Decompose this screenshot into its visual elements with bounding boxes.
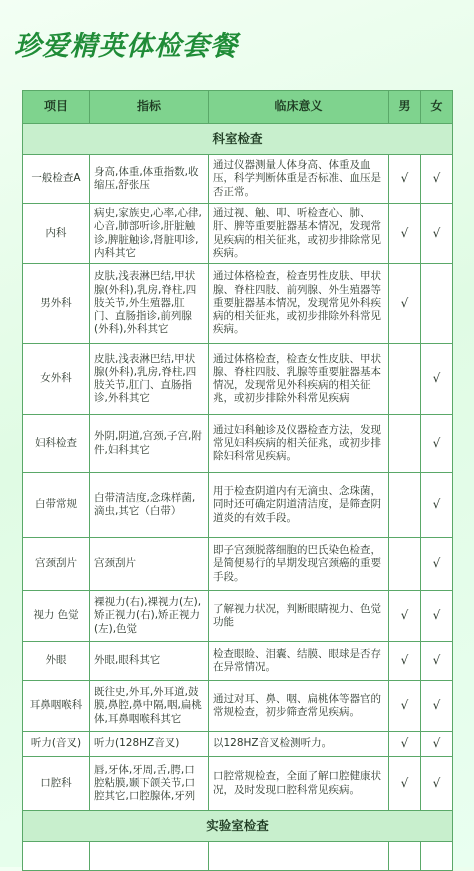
row-female-mark: √ <box>421 642 453 681</box>
table-row <box>23 642 453 681</box>
row-meaning: 即子宫颈脱落细胞的巴氏染色检查，是简便易行的早期发现宫颈癌的重要手段。 <box>209 538 389 591</box>
row-indicator: 既往史,外耳,外耳道,鼓膜,鼻腔,鼻中隔,咽,扁桃体,耳鼻咽喉科其它 <box>90 681 209 732</box>
table-row <box>23 204 453 264</box>
row-item-name: 妇科检查 <box>23 415 90 473</box>
row-meaning: 通过体格检查，检查女性皮肤、甲状腺、脊柱四肢、乳腺等重要脏器基本情况，发现常见外科疾病的相关征兆，或初步排除外科常见疾病 <box>209 344 389 415</box>
row-female-mark: √ <box>421 473 453 538</box>
row-meaning: 通过体格检查，检查男性皮肤、甲状腺、脊柱四肢、前列腺、外生殖器等重要脏器基本情况，发现常见外科疾病的相关征兆，或初步排除外科常见疾病。 <box>209 264 389 344</box>
row-female-mark: √ <box>421 538 453 591</box>
row-item-name: 耳鼻咽喉科 <box>23 681 90 732</box>
row-item-name: 男外科 <box>23 264 90 344</box>
table-row <box>23 681 453 732</box>
row-item-name: 白带常规 <box>23 473 90 538</box>
row-female-mark: √ <box>421 681 453 732</box>
row-male-mark: √ <box>389 591 421 642</box>
table-row <box>23 591 453 642</box>
table-row <box>23 842 453 871</box>
row-indicator: 皮肤,浅表淋巴结,甲状腺(外科),乳房,脊柱,四肢关节,肛门、直肠指诊,外科其它 <box>90 344 209 415</box>
section-title: 实验室检查 <box>23 811 453 842</box>
table-row <box>23 538 453 591</box>
table-row <box>23 155 453 204</box>
row-meaning: 通过仪器测量人体身高、体重及血压，科学判断体重是否标准、血压是否正常。 <box>209 155 389 204</box>
header-meaning: 临床意义 <box>209 91 389 124</box>
row-indicator: 外阴,阴道,宫颈,子宫,附件,妇科其它 <box>90 415 209 473</box>
row-meaning: 检查眼睑、泪囊、结膜、眼球是否存在异常情况。 <box>209 642 389 681</box>
row-indicator <box>90 842 209 871</box>
table-row <box>23 344 453 415</box>
row-meaning: 了解视力状况，判断眼睛视力、色觉功能 <box>209 591 389 642</box>
row-female-mark: √ <box>421 204 453 264</box>
page-title: 珍爱精英体检套餐 <box>14 31 238 62</box>
table-row <box>23 473 453 538</box>
table-row <box>23 264 453 344</box>
row-item-name: 宫颈刮片 <box>23 538 90 591</box>
row-female-mark <box>421 264 453 344</box>
row-indicator: 唇,牙体,牙周,舌,腭,口腔粘膜,颞下颌关节,口腔其它,口腔腺体,牙列 <box>90 757 209 811</box>
row-indicator: 听力(128HZ音叉) <box>90 732 209 757</box>
package-table-container <box>22 90 452 871</box>
table-row <box>23 415 453 473</box>
row-male-mark: √ <box>389 681 421 732</box>
row-female-mark <box>421 842 453 871</box>
header-indicator: 指标 <box>90 91 209 124</box>
row-male-mark: √ <box>389 642 421 681</box>
row-item-name: 外眼 <box>23 642 90 681</box>
row-meaning: 通过视、触、叩、听检查心、肺、肝、脾等重要脏器基本情况，发现常见疾病的相关征兆，或初步排除常见疾病。 <box>209 204 389 264</box>
row-indicator: 裸视力(右),裸视力(左),矫正视力(右),矫正视力(左),色觉 <box>90 591 209 642</box>
table-header-row <box>23 91 453 124</box>
row-indicator: 外眼,眼科其它 <box>90 642 209 681</box>
row-item-name: 一般检查A <box>23 155 90 204</box>
row-indicator: 白带清洁度,念珠样菌,滴虫,其它（白带） <box>90 473 209 538</box>
row-indicator: 宫颈刮片 <box>90 538 209 591</box>
row-item-name: 口腔科 <box>23 757 90 811</box>
row-item-name <box>23 842 90 871</box>
row-item-name: 女外科 <box>23 344 90 415</box>
header-item: 项目 <box>23 91 90 124</box>
row-female-mark: √ <box>421 155 453 204</box>
row-item-name: 内科 <box>23 204 90 264</box>
row-female-mark: √ <box>421 732 453 757</box>
row-male-mark <box>389 538 421 591</box>
row-female-mark: √ <box>421 344 453 415</box>
row-female-mark: √ <box>421 415 453 473</box>
row-male-mark: √ <box>389 264 421 344</box>
section-row <box>23 811 453 842</box>
row-male-mark: √ <box>389 204 421 264</box>
row-female-mark: √ <box>421 591 453 642</box>
row-item-name: 听力(音叉) <box>23 732 90 757</box>
section-row <box>23 124 453 155</box>
row-meaning: 通过对耳、鼻、咽、扁桃体等器官的常规检查，初步筛查常见疾病。 <box>209 681 389 732</box>
row-male-mark: √ <box>389 732 421 757</box>
row-male-mark: √ <box>389 757 421 811</box>
row-meaning: 通过妇科触诊及仪器检查方法，发现常见妇科疾病的相关征兆，或初步排除妇科常见疾病。 <box>209 415 389 473</box>
row-meaning <box>209 842 389 871</box>
row-meaning: 用于检查阴道内有无滴虫、念珠菌，同时还可确定阴道清洁度，是筛查阴道炎的有效手段。 <box>209 473 389 538</box>
table-row <box>23 732 453 757</box>
row-item-name: 视力 色觉 <box>23 591 90 642</box>
row-male-mark <box>389 473 421 538</box>
row-male-mark <box>389 415 421 473</box>
row-indicator: 皮肤,浅表淋巴结,甲状腺(外科),乳房,脊柱,四肢关节,外生殖器,肛门、直肠指诊,前列腺(外科),外科其它 <box>90 264 209 344</box>
header-female: 女 <box>421 91 453 124</box>
row-indicator: 病史,家族史,心率,心律,心音,肺部听诊,肝脏触诊,脾脏触诊,肾脏叩诊,内科其它 <box>90 204 209 264</box>
header-male: 男 <box>389 91 421 124</box>
row-meaning: 口腔常规检查，全面了解口腔健康状况，及时发现口腔科常见疾病。 <box>209 757 389 811</box>
row-meaning: 以128HZ音叉检测听力。 <box>209 732 389 757</box>
row-indicator: 身高,体重,体重指数,收缩压,舒张压 <box>90 155 209 204</box>
package-table <box>22 90 453 871</box>
section-title: 科室检查 <box>23 124 453 155</box>
table-row <box>23 757 453 811</box>
row-female-mark: √ <box>421 757 453 811</box>
row-male-mark: √ <box>389 155 421 204</box>
row-male-mark <box>389 344 421 415</box>
row-male-mark <box>389 842 421 871</box>
